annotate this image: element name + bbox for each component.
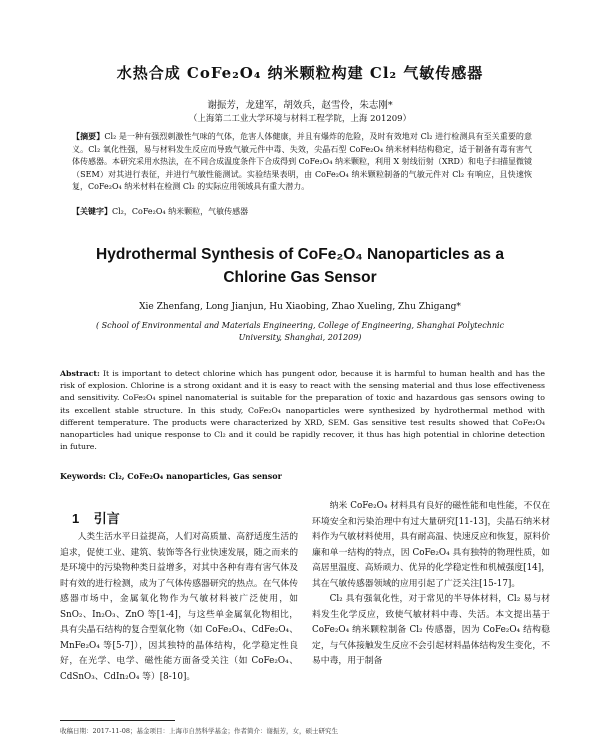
english-title-line2: Chlorine Gas Sensor (223, 269, 377, 286)
body-paragraph: Cl₂ 具有强氧化性，对于常见的半导体材料，Cl₂ 易与材料发生化学反应，致使气敏材料中毒、失活。本文提出基于 CoFe₂O₄ 纳米颗粒制备 Cl₂ 传感器，因为 CoFe₂O₄ 结构稳定，与气体接触发生反应不会引起材料晶体结构发生变化，不易中毒，用于制备 (312, 594, 550, 666)
english-keywords-text: Cl₂, CoFe₂O₄ nanoparticles, Gas sensor (106, 471, 282, 481)
section-number: 1 (72, 511, 80, 526)
chinese-authors: 谢振芳，龙建军，胡效兵，赵雪伶，朱志刚* (207, 100, 393, 111)
chinese-title: 水热合成 CoFe₂O₄ 纳米颗粒构建 Cl₂ 气敏传感器 (116, 64, 484, 82)
english-keywords (60, 471, 545, 481)
english-abstract-label: Abstract: (60, 369, 100, 378)
chinese-abstract-label: 【摘要】 (72, 131, 105, 141)
chinese-keywords-label: 【关键字】 (72, 206, 112, 216)
footnote-divider (60, 720, 175, 721)
body-paragraph: 纳米 CoFe₂O₄ 材料具有良好的磁性能和电性能，不仅在环境安全和污染治理中有过大量研究[11-13]，尖晶石纳米材料作为气敏材料使用，具有耐高温、快速反应和恢复，原料价廉和单一结构的特点，因 CoFe₂O₄ 具有独特的物理性质，如高居里温度、高矫顽力、优异的化学稳定性和机械强度[14]，其在气敏传感器领域的应用引起了广泛关注[15-17]。 (312, 501, 550, 589)
english-title (40, 243, 560, 289)
chinese-abstract (72, 130, 532, 194)
chinese-keywords-text: Cl₂，CoFe₂O₄ 纳米颗粒，气敏传感器 (112, 207, 249, 216)
body-left-column (60, 530, 298, 685)
english-affiliation: ( School of Environmental and Materials Engineering, College of Engineering, Shanghai Polytechnic University, Shanghai, 201209) (95, 321, 505, 342)
english-abstract-text: It is important to detect chlorine which has pungent odor, because it is harmful to human health and has the risk of explosion. Chlorine is a strong oxidant and it is easy to react with the sensing material and thus lose effectiveness and sensitivity. CoFe₂O₄ spinel nanomaterial is suitable for the preparation of toxic and hazardous gas sensors owing to its excellent stable structure. In this study, CoFe₂O₄ nanoparticles were synthesized by hydrothermal method with different temperature. The products were characterized by XRD, SEM. Gas sensitive test results showed that CoFe₂O₄ nanoparticles had unique response to Cl₂ and it could be rapidly recover, it thus has high potential in chlorine detection in future. (60, 369, 545, 452)
chinese-abstract-text: Cl₂ 是一种有强烈刺激性气味的气体，危害人体健康，并且有爆炸的危险，及时有效地对 Cl₂ 进行检测具有至关重要的意义。Cl₂ 氧化性强，易与材料发生反应而导致气敏元件中毒、失效，尖晶石型 CoFe₂O₄ 纳米材料结构稳定，适于制备有毒有害气体传感器。本研究采用水热法，在不同合成温度条件下合成得到 CoFe₂O₄ 纳米颗粒，利用 X 射线衍射（XRD）和电子扫描显微镜（SEM）对其进行表征，并进行气敏性能测试。实验结果表明，由 CoFe₂O₄ 纳米颗粒制备的气敏元件对 Cl₂ 有响应，且快速恢复，CoFe₂O₄ 纳米材料在检测 Cl₂ 的实际应用领域具有重大潜力。 (72, 132, 533, 191)
footnote: 收稿日期：2017-11-08；基金项目：上海市自然科学基金；作者简介：谢振芳，女，硕士研究生 (60, 727, 338, 735)
section-title: 引言 (93, 511, 120, 526)
english-authors: Xie Zhenfang, Long Jianjun, Hu Xiaobing, Zhao Xueling, Zhu Zhigang* (139, 302, 461, 312)
chinese-keywords (72, 206, 532, 217)
body-paragraph: 人类生活水平日益提高，人们对高质量、高舒适度生活的追求，促使工业、建筑、装饰等各行业快速发展，随之而来的是环境中的污染物种类日益增多，对其中各种有毒有害气体及时有效的进行检测，成为了气体传感器研究的热点。在气体传感器市场中，金属氧化物作为气敏材料被广泛使用，如 SnO₂、In₂O₃、ZnO 等[1-4]，与这些单金属氧化物相比，具有尖晶石结构的复合型氧化物（如 CoFe₂O₄、CdFe₂O₄、MnFe₂O₄ 等[5-7]），因其独特的晶体结构，化学稳定性良好，在光学、电学、磁性能方面备受关注（如 CoFe₂O₄、CdSnO₃、CdIn₂O₄ 等）[8-10]。 (60, 532, 298, 682)
english-title-line1: Hydrothermal Synthesis of CoFe₂O₄ Nanoparticles as a (96, 246, 504, 263)
body-right-column (312, 499, 550, 670)
english-keywords-label: Keywords: (60, 471, 107, 481)
section-heading (72, 508, 120, 527)
english-abstract (60, 368, 545, 453)
chinese-affiliation: （上海第二工业大学环境与材料工程学院，上海 201209） (188, 114, 412, 124)
